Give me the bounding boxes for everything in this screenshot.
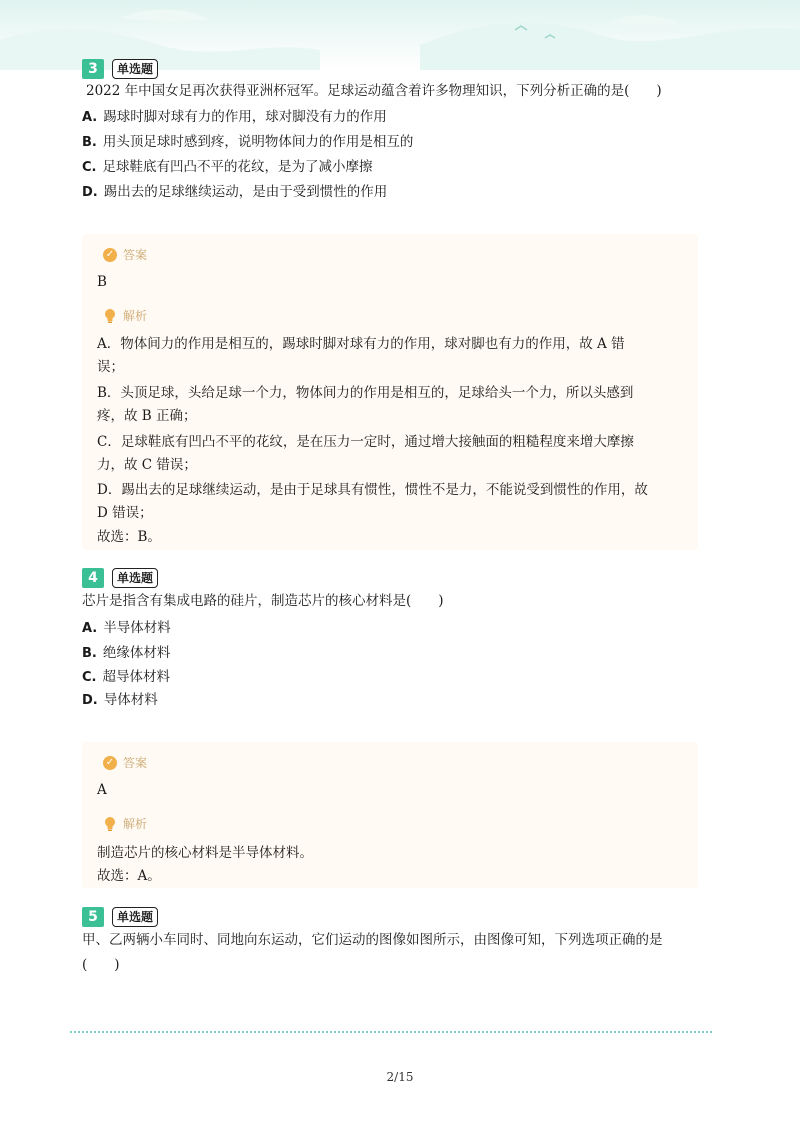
explain-label: 解析 xyxy=(123,309,148,323)
check-icon: ✓ xyxy=(103,756,117,770)
option-letter: D. xyxy=(82,185,98,200)
answer-panel-q4 xyxy=(82,742,698,888)
option-c[interactable] xyxy=(82,157,372,178)
explanation-line: 制造芯片的核心材料是半导体材料。 xyxy=(97,845,313,861)
option-b[interactable] xyxy=(82,643,170,664)
question-stem: 芯片是指含有集成电路的硅片，制造芯片的核心材料是( ) xyxy=(82,593,444,609)
question-number-badge: 5 xyxy=(82,907,104,927)
explanation-line: D 错误； xyxy=(97,505,153,521)
option-b[interactable] xyxy=(82,132,413,153)
page-number: 2/15 xyxy=(386,1070,414,1084)
question-number-badge: 4 xyxy=(82,568,104,588)
option-c[interactable] xyxy=(82,667,170,688)
option-text: 足球鞋底有凹凸不平的花纹，是为了减小摩擦 xyxy=(102,159,373,175)
explanation-line: 故选：B。 xyxy=(97,529,161,545)
answer-label: 答案 xyxy=(123,248,148,262)
option-a[interactable] xyxy=(82,618,171,639)
option-a[interactable] xyxy=(82,107,387,128)
question-5-header xyxy=(82,907,158,927)
answer-label: 答案 xyxy=(123,756,148,770)
explain-label: 解析 xyxy=(123,817,148,831)
check-icon: ✓ xyxy=(103,248,117,262)
explanation-line: A．物体间力的作用是相互的，踢球时脚对球有力的作用，球对脚也有力的作用，故 A 错 xyxy=(97,336,625,352)
answer-tag xyxy=(103,246,147,263)
explain-tag xyxy=(103,815,147,832)
option-letter: A. xyxy=(82,110,98,125)
question-3-header xyxy=(82,59,158,79)
question-type-badge: 单选题 xyxy=(112,907,158,927)
option-text: 用头顶足球时感到疼，说明物体间力的作用是相互的 xyxy=(102,134,414,150)
footer-divider xyxy=(70,1031,712,1033)
question-type-badge: 单选题 xyxy=(112,568,158,588)
option-letter: C. xyxy=(82,160,97,175)
question-stem-continued: ( ) xyxy=(82,957,120,973)
answer-value: A xyxy=(97,782,107,798)
explanation-line: 误； xyxy=(97,359,124,375)
option-d[interactable] xyxy=(82,182,387,203)
explanation-line: 力，故 C 错误； xyxy=(97,457,197,473)
option-text: 超导体材料 xyxy=(102,669,170,685)
answer-value: B xyxy=(97,274,107,290)
option-letter: B. xyxy=(82,646,97,661)
lightbulb-icon xyxy=(103,816,117,832)
question-stem: 甲、乙两辆小车同时、同地向东运动，它们运动的图像如图所示，由图像可知，下列选项正确的是 xyxy=(82,932,663,948)
option-text: 导体材料 xyxy=(103,692,158,708)
question-stem: 2022 年中国女足再次获得亚洲杯冠军。足球运动蕴含着许多物理知识，下列分析正确的是( ) xyxy=(86,83,662,99)
option-text: 半导体材料 xyxy=(103,620,171,636)
explain-tag xyxy=(103,307,147,324)
lightbulb-icon xyxy=(103,308,117,324)
option-text: 绝缘体材料 xyxy=(102,645,171,661)
option-text: 踢球时脚对球有力的作用，球对脚没有力的作用 xyxy=(103,109,387,125)
question-4-header xyxy=(82,568,158,588)
question-type-badge: 单选题 xyxy=(112,59,158,79)
question-number-badge: 3 xyxy=(82,59,104,79)
option-letter: B. xyxy=(82,135,97,150)
explanation-line: 故选：A。 xyxy=(97,868,161,884)
explanation-line: C．足球鞋底有凹凸不平的花纹，是在压力一定时，通过增大接触面的粗糙程度来增大摩擦 xyxy=(97,434,634,450)
explanation-line: B．头顶足球，头给足球一个力，物体间力的作用是相互的，足球给头一个力，所以头感到 xyxy=(97,385,634,401)
option-text: 踢出去的足球继续运动，是由于受到惯性的作用 xyxy=(103,184,388,200)
option-letter: A. xyxy=(82,621,98,636)
explanation-line: D．踢出去的足球继续运动，是由于足球具有惯性，惯性不是力，不能说受到惯性的作用，故 xyxy=(97,482,648,498)
option-letter: D. xyxy=(82,693,98,708)
answer-tag xyxy=(103,754,147,771)
explanation-line: 疼，故 B 正确； xyxy=(97,408,197,424)
option-letter: C. xyxy=(82,670,97,685)
option-d[interactable] xyxy=(82,690,158,711)
